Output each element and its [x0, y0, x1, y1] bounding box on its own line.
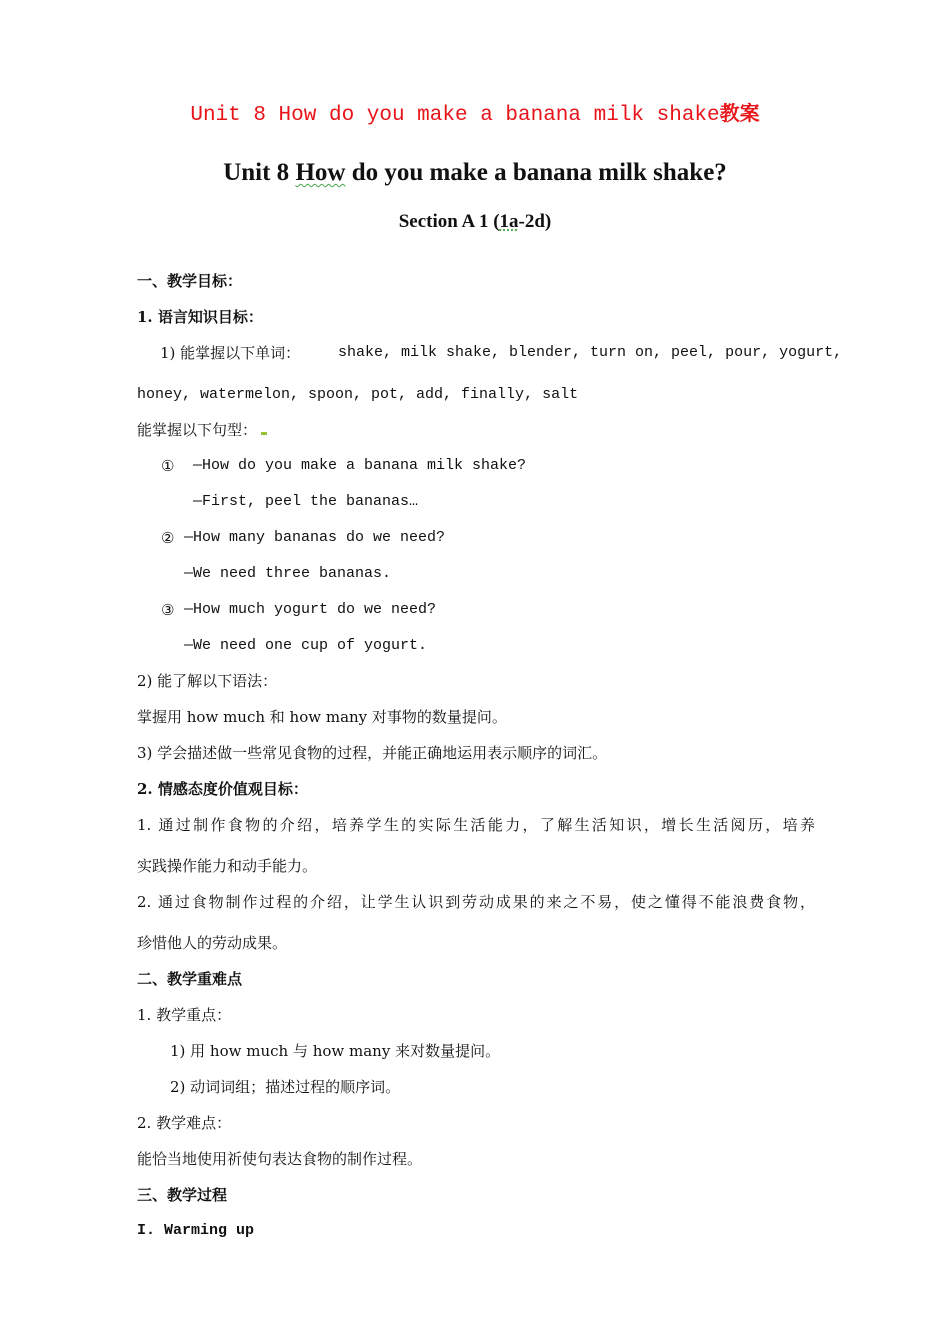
sentence-1-answer: —First, peel the bananas…: [193, 493, 419, 510]
section-process-heading: 三、教学过程: [137, 1186, 228, 1204]
unit-heading: [0, 158, 950, 188]
section-heading-rest: -2d): [518, 211, 552, 232]
document-title: [0, 100, 950, 129]
item-3: 3) 学会描述做一些常见食物的过程，并能正确地运用表示顺序的词汇。: [137, 744, 608, 762]
grammar-label: 2) 能了解以下语法：: [137, 672, 278, 690]
emotion-2-line-2: 珍惜他人的劳动成果。: [137, 934, 288, 952]
language-objectives-heading: 1. 语言知识目标：: [137, 308, 263, 326]
section-heading-1a: 1a: [499, 211, 519, 232]
section-objectives-heading: 一、教学目标：: [137, 272, 243, 290]
key-point-2: 2) 动词词组；描述过程的顺序词。: [170, 1078, 401, 1096]
grammar-text: 掌握用 how much 和 how many 对事物的数量提问。: [137, 708, 507, 726]
sentence-2-question: —How many bananas do we need?: [184, 529, 446, 546]
green-mark: [261, 432, 267, 435]
title-english: Unit 8 How do you make a banana milk shake: [190, 104, 720, 127]
emotion-1-line-2: 实践操作能力和动手能力。: [137, 857, 318, 875]
sentence-1-question: —How do you make a banana milk shake?: [193, 457, 527, 474]
emotion-2-line-1: 2. 通过食物制作过程的介绍，让学生认识到劳动成果的来之不易，使之懂得不能浪费食物，: [137, 893, 815, 911]
difficulty-label: 2. 教学难点：: [137, 1114, 232, 1132]
words-label: 1) 能掌握以下单词：: [160, 344, 301, 362]
sentence-2-number: ②: [161, 529, 175, 547]
emotion-1-line-1: 1. 通过制作食物的介绍，培养学生的实际生活能力，了解生活知识，增长生活阅历，培养: [137, 816, 815, 834]
key-points-label: 1. 教学重点：: [137, 1006, 232, 1024]
section-heading-prefix: Section A 1 (: [398, 211, 500, 232]
key-point-1: 1) 用 how much 与 how many 来对数量提问。: [170, 1042, 501, 1060]
title-chinese: 教案: [719, 101, 760, 125]
sentence-2-answer: —We need three bananas.: [184, 565, 392, 582]
sentences-label: [137, 420, 267, 440]
unit-heading-rest: do you make a banana milk shake?: [345, 159, 727, 186]
words-line-2: honey, watermelon, spoon, pot, add, finally, salt: [137, 386, 579, 403]
section-heading: [0, 210, 950, 234]
sentence-3-number: ③: [161, 601, 175, 619]
unit-heading-prefix: Unit 8: [223, 159, 296, 186]
warming-up-heading: I. Warming up: [137, 1222, 255, 1239]
words-line-1: shake, milk shake, blender, turn on, peel, pour, yogurt,: [338, 344, 843, 361]
section-key-points-heading: 二、教学重难点: [137, 970, 243, 988]
emotional-objectives-heading: 2. 情感态度价值观目标：: [137, 780, 308, 798]
unit-heading-how: How: [295, 159, 346, 186]
sentence-1-number: ①: [161, 457, 175, 475]
sentence-3-question: —How much yogurt do we need?: [184, 601, 437, 618]
difficulty-text: 能恰当地使用祈使句表达食物的制作过程。: [137, 1150, 423, 1168]
sentences-label-text: 能掌握以下句型：: [137, 421, 258, 439]
sentence-3-answer: —We need one cup of yogurt.: [184, 637, 428, 654]
